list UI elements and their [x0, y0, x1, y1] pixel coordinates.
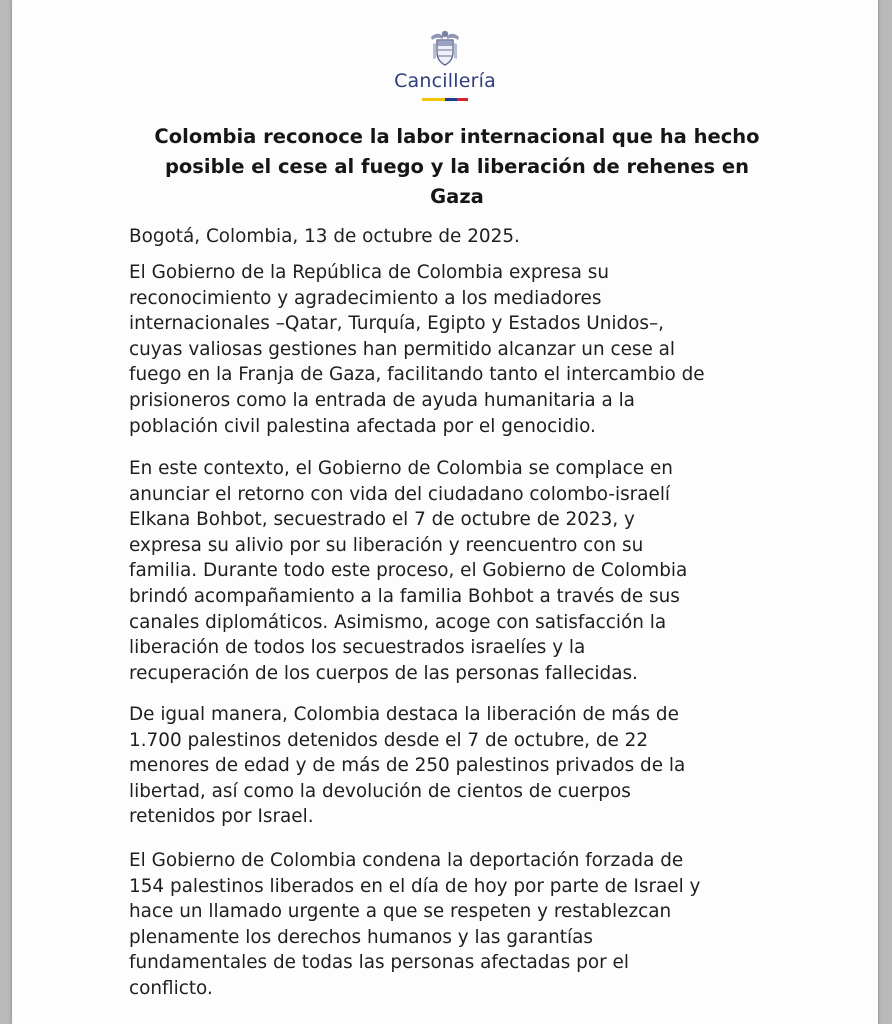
- document-title: [72, 122, 842, 212]
- paragraph-line: anunciar el retorno con vida del ciudadano colombo-israelí: [129, 483, 671, 505]
- paragraph-deportation: [129, 848, 769, 1002]
- paragraph-line: En este contexto, el Gobierno de Colombia se complace en: [129, 458, 673, 479]
- paragraph-mediators: [129, 260, 769, 439]
- paragraph-palestinian-release: [129, 702, 769, 830]
- paragraph-line: El Gobierno de la República de Colombia expresa su: [129, 262, 609, 283]
- flag-red: [457, 98, 469, 101]
- paragraph-line: prisioneros como la entrada de ayuda humanitaria a la: [129, 389, 635, 411]
- title-line: Colombia reconoce la labor internacional que ha hecho: [154, 125, 760, 148]
- flag-blue: [445, 98, 457, 101]
- paragraph-line: recuperación de los cuerpos de las personas fallecidas.: [129, 662, 638, 684]
- paragraph-hostage-release: [129, 456, 769, 686]
- paragraph-line: 154 palestinos liberados en el día de hoy por parte de Israel y: [129, 875, 701, 897]
- paragraph-line: plenamente los derechos humanos y las garantías: [129, 926, 593, 948]
- dateline: Bogotá, Colombia, 13 de octubre de 2025.: [129, 226, 520, 247]
- paragraph-line: fuego en la Franja de Gaza, facilitando tanto el intercambio de: [129, 364, 705, 386]
- paragraph-line: liberación de todos los secuestrados israelíes y la: [129, 637, 586, 659]
- paragraph-line: conflicto.: [129, 977, 213, 999]
- title-line: posible el cese al fuego y la liberación de rehenes en: [164, 155, 750, 178]
- paragraph-line: retenidos por Israel.: [129, 806, 314, 828]
- paragraph-line: canales diplomáticos. Asimismo, acoge con satisfacción la: [129, 611, 667, 633]
- paragraph-line: cuyas valiosas gestiones han permitido alcanzar un cese al: [129, 338, 676, 360]
- paragraph-line: familia. Durante todo este proceso, el Gobierno de Colombia: [129, 560, 688, 582]
- paragraph-line: expresa su alivio por su liberación y reencuentro con su: [129, 534, 644, 556]
- paragraph-line: población civil palestina afectada por el genocidio.: [129, 415, 596, 437]
- title-line: Gaza: [430, 185, 484, 208]
- paragraph-line: brindó acompañamiento a la familia Bohbot a través de sus: [129, 585, 680, 607]
- document-page: [12, 0, 878, 1024]
- paragraph-line: De igual manera, Colombia destaca la liberación de más de: [129, 704, 679, 725]
- paragraph-line: 1.700 palestinos detenidos desde el 7 de octubre, de 22: [129, 729, 649, 751]
- paragraph-line: menores de edad y de más de 250 palestinos privados de la: [129, 755, 686, 777]
- paragraph-line: reconocimiento y agradecimiento a los mediadores: [129, 287, 602, 309]
- cancilleria-logo: [12, 28, 878, 101]
- brand-name: Cancillería: [394, 70, 496, 92]
- paragraph-line: El Gobierno de Colombia condena la deportación forzada de: [129, 850, 684, 871]
- flag-stripe: [422, 98, 468, 101]
- colombia-coat-of-arms-icon: [428, 28, 462, 68]
- flag-yellow: [422, 98, 445, 101]
- paragraph-line: hace un llamado urgente a que se respeten y restablezcan: [129, 901, 672, 923]
- paragraph-line: libertad, así como la devolución de cientos de cuerpos: [129, 780, 631, 802]
- paragraph-line: internacionales –Qatar, Turquía, Egipto y Estados Unidos–,: [129, 313, 665, 335]
- paragraph-line: Elkana Bohbot, secuestrado el 7 de octubre de 2023, y: [129, 509, 635, 531]
- paragraph-line: fundamentales de todas las personas afectadas por el: [129, 952, 629, 974]
